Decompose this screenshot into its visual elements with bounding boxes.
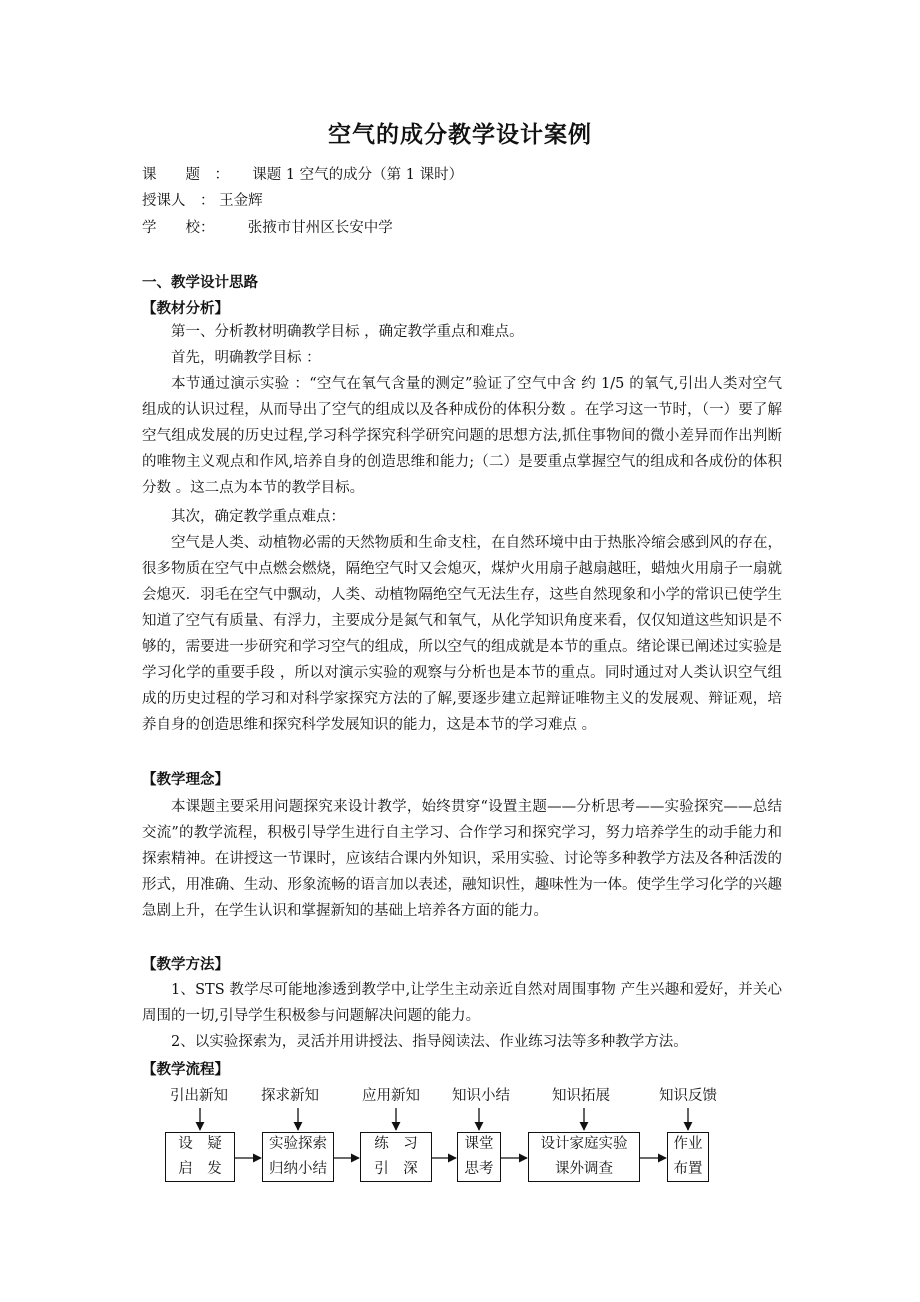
flow-box-line: 课堂 [464,1136,494,1152]
flow-box-line: 归纳小结 [269,1161,327,1177]
meta-topic-label: 课 题 ： [142,167,229,183]
paragraph: 1、STS 教学尽可能地渗透到教学中,让学生主动亲近自然对周围事物 产生兴趣和爱好，并关心周围的一切,引导学生积极参与问题解决问题的能力。 [142,982,782,1024]
flow-box-line: 设 疑 [178,1136,222,1152]
flow-box-line: 实验探索 [269,1136,327,1152]
flow-box-line: 课外调查 [555,1161,613,1177]
subheading-teaching-methods: 【教学方法】 [142,957,229,973]
flow-box-explore [262,1132,334,1182]
flow-label: 知识拓展 [552,1088,610,1104]
flow-box-question [165,1132,235,1182]
flow-box-think [457,1132,501,1182]
subheading-teaching-flow: 【教学流程】 [142,1062,229,1078]
flow-box-line: 布置 [673,1161,703,1177]
flow-box-line: 思考 [464,1161,494,1177]
flow-label: 探求新知 [261,1088,319,1104]
meta-teacher-label: 授课人 ： [142,193,215,209]
paragraph: 2、以实验探索为，灵活并用讲授法、指导阅读法、作业练习法等多种教学方法。 [171,1034,688,1050]
subheading-teaching-philosophy: 【教学理念】 [142,772,229,788]
meta-school-value: 张掖市甘州区长安中学 [247,220,393,236]
meta-teacher-value: 王金辉 [219,193,263,209]
flow-label: 知识小结 [452,1088,510,1104]
flow-box-homework [667,1132,709,1182]
document-title: 空气的成分教学设计案例 [328,122,592,148]
flow-box-practice [360,1132,432,1182]
meta-topic-value: 课题 1 空气的成分（第 1 课时） [252,167,464,183]
flow-box-extend [528,1132,640,1182]
flow-label: 应用新知 [362,1088,420,1104]
paragraph: 首先，明确教学目标 ： [171,350,321,366]
paragraph: 其次，确定教学重点难点： [171,509,345,525]
flow-box-line: 引 深 [374,1161,418,1177]
flow-box-line: 设计家庭实验 [540,1136,628,1152]
flow-box-line: 启 发 [178,1161,222,1177]
paragraph: 本节通过演示实验 ：“空气在氧气含量的测定”验证了空气中含 约 1/5 的氧气,引出人类对空气组成的认识过程，从而导出了空气的组成以及各种成份的体积分数 。在学习这一节时，（一）要了解空气组成发展的历史过程,学习科学探究科学研究问题的思想方法,抓住事物间的微小差异而作出判断的唯物主义观点和作风,培养自身的创造思维和能力;（二）是要重点掌握空气的组成和各成份的体积分数 。这二点为本节的教学目标。 [142,376,782,496]
paragraph: 空气是人类、动植物必需的天然物质和生命支柱，在自然环境中由于热胀冷缩会感到风的存在，很多物质在空气中点燃会燃烧，隔绝空气时又会熄灭，煤炉火用扇子越扇越旺，蜡烛火用扇子一扇就会熄灭．羽毛在空气中飘动，人类、动植物隔绝空气无法生存，这些自然现象和小学的常识已使学生知道了空气有质量、有浮力，主要成分是氮气和氧气，从化学知识角度来看，仅仅知道这些知识是不够的，需要进一步研究和学习空气的组成，所以空气的组成就是本节的重点。绪论课已阐述过实验是学习化学的重要手段 ，所以对演示实验的观察与分析也是本节的重点。同时通过对人类认识空气组成的历史过程的学习和对科学家探究方法的了解,要逐步建立起辩证唯物主义的发展观、辩证观，培养自身的创造思维和探究科学发展知识的能力，这是本节的学习难点 。 [142,535,782,733]
flow-label: 知识反馈 [659,1088,717,1104]
paragraph: 第一、分析教材明确教学目标 ，确定教学重点和难点。 [171,324,524,340]
section-heading-design-ideas: 一、教学设计思路 [142,275,258,291]
flow-label: 引出新知 [170,1088,228,1104]
flow-box-line: 作业 [673,1136,703,1152]
meta-school-label: 学 校： [142,220,215,236]
flow-box-line: 练 习 [374,1136,418,1152]
paragraph: 本课题主要采用问题探究来设计教学，始终贯穿“设置主题——分析思考——实验探究——总结交流”的教学流程，积极引导学生进行自主学习、合作学习和探究学习，努力培养学生的动手能力和探索精神。在讲授这一节课时，应该结合课内外知识，采用实验、讨论等多种教学方法及各种活泼的形式，用准确、生动、形象流畅的语言加以表述，融知识性，趣味性为一体。使学生学习化学的兴趣急剧上升，在学生认识和掌握新知的基础上培养各方面的能力。 [142,799,782,919]
subheading-textbook-analysis: 【教材分析】 [142,301,229,317]
